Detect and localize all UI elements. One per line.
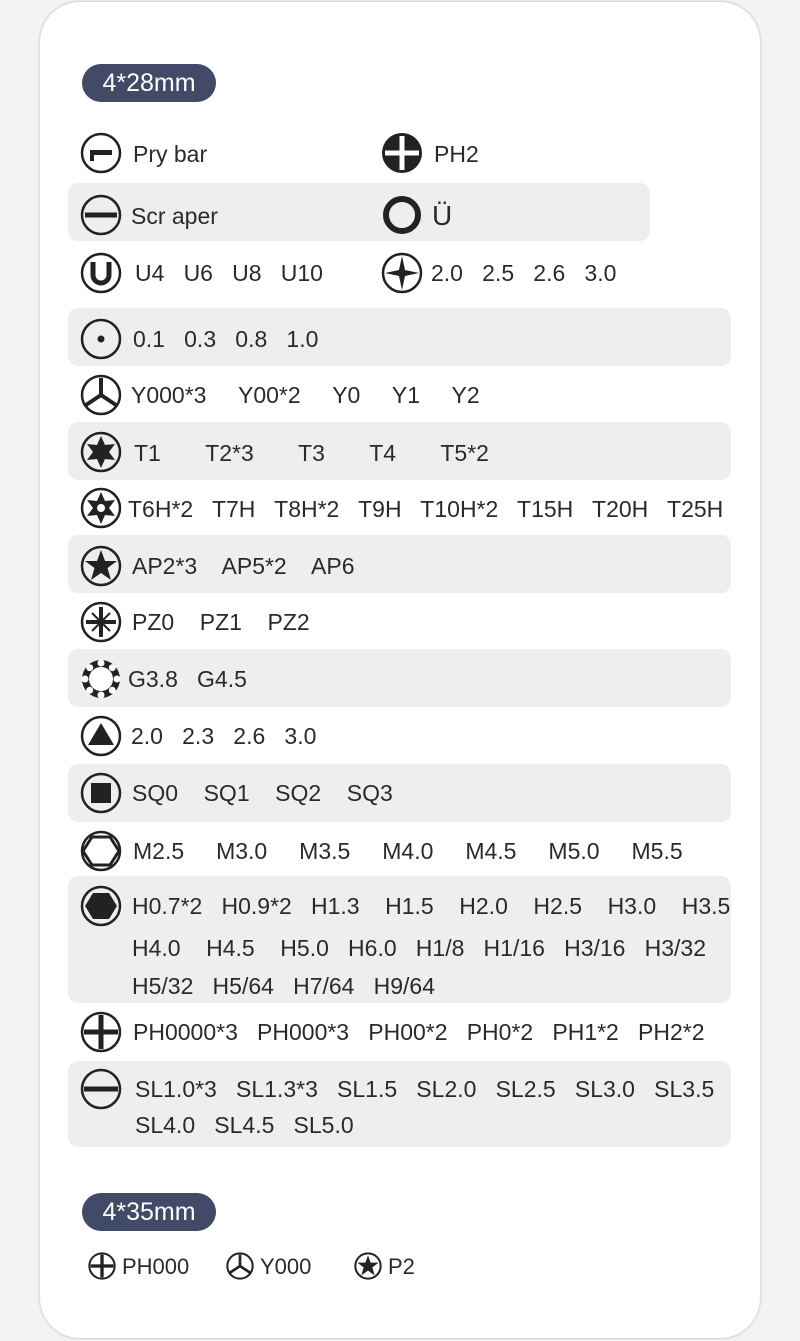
pentalobe-sizes: AP2*3 AP5*2 AP6	[132, 553, 355, 579]
phillips-sizes: PH0000*3 PH000*3 PH00*2 PH0*2 PH1*2 PH2*2	[133, 1019, 705, 1045]
section-title-4x35: 4*35mm	[82, 1193, 216, 1231]
phillips-icon	[88, 1252, 116, 1280]
cross-sizes: 2.0 2.5 2.6 3.0	[431, 260, 617, 286]
section-title-4x28: 4*28mm	[82, 64, 216, 102]
star-icon	[354, 1252, 382, 1280]
u-shape-icon	[80, 252, 122, 294]
triangle-icon	[80, 715, 122, 757]
u-sizes: U4 U6 U8 U10	[135, 260, 323, 286]
pry-bar-label: Pry bar	[133, 141, 208, 167]
hex-sizes-line-3: H5/32 H5/64 H7/64 H9/64	[132, 973, 436, 999]
phillips-icon	[381, 132, 423, 174]
torx-sizes: T1 T2*3 T3 T4 T5*2	[134, 440, 489, 466]
square-icon	[80, 772, 122, 814]
slotted-outline-icon	[80, 1068, 122, 1110]
triangle-sizes: 2.0 2.3 2.6 3.0	[131, 723, 317, 749]
dot-icon	[80, 318, 122, 360]
square-sizes: SQ0 SQ1 SQ2 SQ3	[132, 780, 393, 806]
hex-socket-sizes: M2.5 M3.0 M3.5 M4.0 M4.5 M5.0 M5.5	[133, 838, 683, 864]
hexagon-outline-icon	[80, 830, 122, 872]
cross-icon	[381, 252, 423, 294]
hex-sizes-line-2: H4.0 H4.5 H5.0 H6.0 H1/8 H1/16 H3/16 H3/32	[132, 935, 707, 961]
ring-icon	[381, 194, 423, 236]
slot-sizes-line-1: SL1.0*3 SL1.3*3 SL1.5 SL2.0 SL2.5 SL3.0 SL3.5	[135, 1076, 715, 1102]
torx-security-icon	[80, 487, 122, 529]
phillips-outline-icon	[80, 1011, 122, 1053]
long-bit-label: P2	[388, 1254, 415, 1279]
dot-sizes: 0.1 0.3 0.8 1.0	[133, 326, 319, 352]
long-bit-label: Y000	[260, 1254, 312, 1279]
pozidriv-icon	[80, 601, 122, 643]
tri-wing-sizes: Y000*3 Y00*2 Y0 Y1 Y2	[131, 382, 480, 408]
pz-sizes: PZ0 PZ1 PZ2	[132, 609, 310, 635]
hexagon-icon	[80, 885, 122, 927]
star-icon	[80, 545, 122, 587]
gear-icon	[80, 658, 122, 700]
pry-bar-icon	[80, 132, 122, 174]
ph2-label: PH2	[434, 141, 479, 167]
gamepad-sizes: G3.8 G4.5	[128, 666, 247, 692]
torx-h-sizes: T6H*2 T7H T8H*2 T9H T10H*2 T15H T20H T25H	[128, 496, 724, 522]
slot-sizes-line-2: SL4.0 SL4.5 SL5.0	[135, 1112, 354, 1138]
long-bit-label: PH000	[122, 1254, 190, 1279]
tri-wing-icon	[80, 374, 122, 416]
tri-wing-icon	[226, 1252, 254, 1280]
torx-icon	[80, 431, 122, 473]
hex-sizes-line-1: H0.7*2 H0.9*2 H1.3 H1.5 H2.0 H2.5 H3.0 H3.5	[132, 893, 731, 919]
slotted-icon	[80, 194, 122, 236]
u-bit-label: Ü	[432, 200, 453, 231]
scraper-label: Scr aper	[131, 203, 218, 229]
